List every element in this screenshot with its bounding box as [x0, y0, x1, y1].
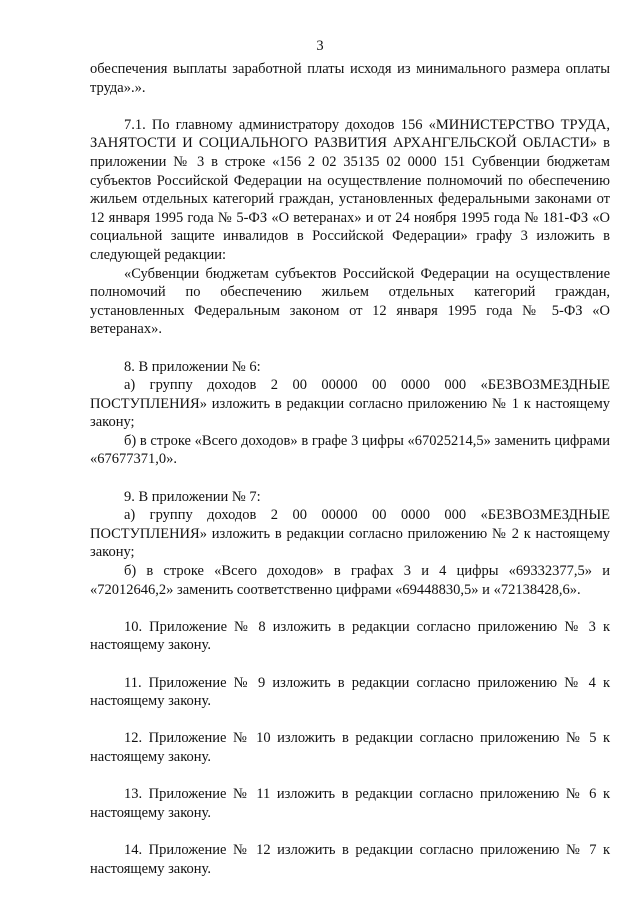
paragraph-8-b: б) в строке «Всего доходов» в графе 3 цифры «67025214,5» заменить цифрами «67677371,0».	[90, 432, 610, 468]
spacer	[90, 711, 610, 730]
paragraph-12: 12. Приложение № 10 изложить в редакции согласно приложению № 5 к настоящему закону.	[90, 730, 610, 765]
spacer	[90, 469, 610, 488]
paragraph-10: 10. Приложение № 8 изложить в редакции согласно приложению № 3 к настоящему закону.	[90, 618, 610, 654]
document-body	[90, 60, 610, 878]
spacer	[90, 599, 610, 618]
spacer	[90, 822, 610, 841]
paragraph-salary-end: обеспечения выплаты заработной платы исходя из минимального размера оплаты труда».».	[90, 61, 610, 96]
paragraph-11: 11. Приложение № 9 изложить в редакции согласно приложению № 4 к настоящему закону.	[90, 674, 610, 710]
paragraph-13: 13. Приложение № 11 изложить в редакции согласно приложению № 6 к настоящему закону.	[90, 786, 610, 821]
spacer	[90, 339, 610, 358]
paragraph-7-1: 7.1. По главному администратору доходов 156 «МИНИСТЕРСТВО ТРУДА, ЗАНЯТОСТИ И СОЦИАЛЬНОГО РАЗВИТИЯ АРХАНГЕЛЬСКОЙ ОБЛАСТИ» в приложении № 3 в строке «156 2 02 35135 02 0000 151 Субвенции бюджетам субъектов Российской Федерации на осуществление полномочий по обеспечению жильем отдельных категорий граждан, установленных федеральными законами от 12 января 1995 года № 5-ФЗ «О ветеранах» и от 24 ноября 1995 года № 181-ФЗ «О социальной защите инвалидов в Российской Федерации» графу 3 изложить в следующей редакции:	[90, 116, 610, 263]
paragraph-8-heading: 8. В приложении № 6:	[124, 358, 261, 375]
spacer	[90, 767, 610, 786]
paragraph-9-heading: 9. В приложении № 7:	[124, 488, 261, 505]
paragraph-8-a: а) группу доходов 2 00 00000 00 0000 000 «БЕЗВОЗМЕЗДНЫЕ ПОСТУПЛЕНИЯ» изложить в редакции согласно приложению № 1 к настоящему закону;	[90, 377, 610, 431]
paragraph-subvention-quote: «Субвенции бюджетам субъектов Российской Федерации на осуществление полномочий по обеспечению жильем отдельных категорий граждан, установленных Федеральным законом от 12 января 1995 года № 5-ФЗ «О ветеранах».	[90, 265, 610, 338]
spacer	[90, 97, 610, 116]
spacer	[90, 655, 610, 674]
paragraph-9-a: а) группу доходов 2 00 00000 00 0000 000 «БЕЗВОЗМЕЗДНЫЕ ПОСТУПЛЕНИЯ» изложить в редакции согласно приложению № 2 к настоящему закону;	[90, 507, 610, 561]
paragraph-14: 14. Приложение № 12 изложить в редакции согласно приложению № 7 к настоящему закону.	[90, 841, 610, 877]
page-number: 3	[316, 38, 324, 54]
paragraph-9-b: б) в строке «Всего доходов» в графах 3 и 4 цифры «69332377,5» и «72012646,2» заменить соответственно цифрами «69448830,5» и «72138428,6».	[90, 563, 610, 598]
